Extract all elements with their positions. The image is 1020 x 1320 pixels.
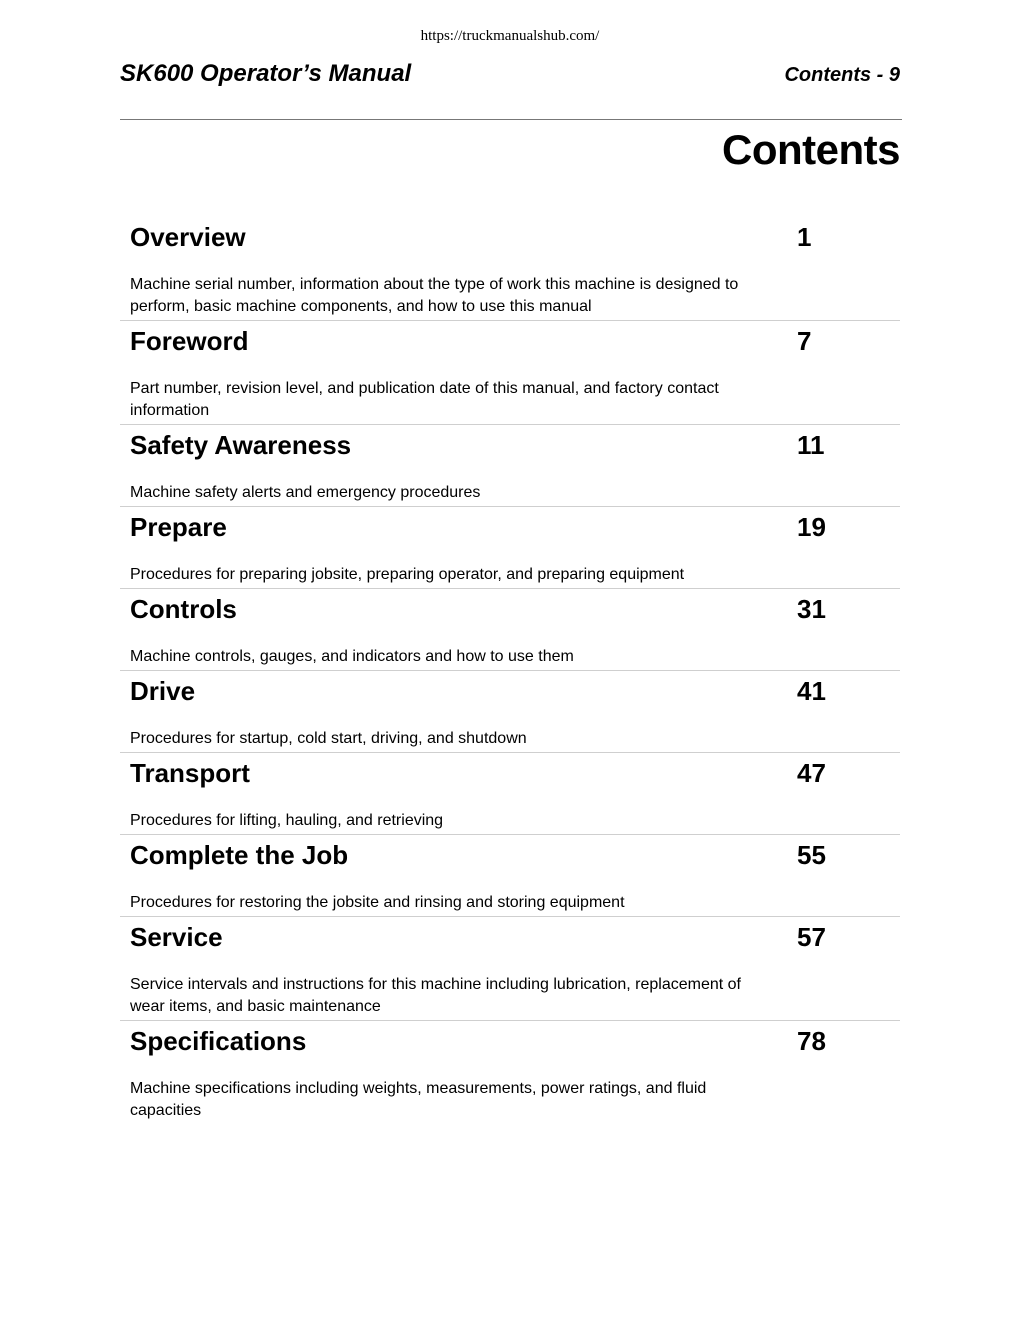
toc-entry-foreword[interactable] (120, 321, 900, 425)
toc-entry-complete-the-job[interactable] (120, 835, 900, 917)
page-reference: Contents - 9 (784, 64, 900, 86)
toc-entry-description: Procedures for startup, cold start, driving, and shutdown (130, 730, 527, 747)
toc-entry-transport[interactable] (120, 753, 900, 835)
toc-entry-page-number: 31 (797, 594, 826, 624)
toc-entry-description: Service intervals and instructions for this machine including lubrication, replacement of wear items, and basic maintenance (130, 976, 741, 1015)
toc-entry-page-number: 19 (797, 512, 826, 542)
toc-entry-title: Drive (130, 676, 196, 706)
toc-entry-title: Prepare (130, 512, 227, 542)
toc-entry-description: Machine serial number, information about the type of work this machine is designed to perform, basic machine components, and how to use this manual (130, 276, 739, 315)
toc-entry-title: Overview (130, 222, 246, 252)
toc-entry-description: Procedures for lifting, hauling, and retrieving (130, 812, 444, 829)
toc-entry-title: Service (130, 922, 223, 952)
toc-entry-heading (130, 922, 900, 962)
toc-entry-page-number: 55 (797, 840, 826, 870)
toc-entry-controls[interactable] (120, 589, 900, 671)
toc-entry-heading (130, 222, 900, 262)
toc-entry-title: Complete the Job (130, 840, 349, 870)
toc-entry-page-number: 7 (797, 326, 812, 356)
toc-entry-title: Specifications (130, 1026, 307, 1056)
toc-entry-description: Machine specifications including weights, measurements, power ratings, and fluid capacities (130, 1080, 707, 1119)
toc-entry-description: Machine safety alerts and emergency procedures (130, 484, 481, 501)
toc-entry-description: Procedures for preparing jobsite, preparing operator, and preparing equipment (130, 566, 685, 583)
running-header (120, 60, 900, 88)
toc-entry-description: Part number, revision level, and publication date of this manual, and factory contact information (130, 380, 719, 419)
toc-entry-heading (130, 1026, 900, 1066)
toc-entry-heading (130, 430, 900, 470)
document-title: SK600 Operator’s Manual (120, 60, 412, 87)
toc-entry-title: Controls (130, 594, 237, 624)
header-divider (120, 119, 902, 120)
toc-entry-page-number: 47 (797, 758, 826, 788)
toc-entry-description: Procedures for restoring the jobsite and rinsing and storing equipment (130, 894, 625, 911)
source-url[interactable]: https://truckmanualshub.com/ (420, 28, 600, 44)
toc-entry-service[interactable] (120, 917, 900, 1021)
toc-entry-page-number: 57 (797, 922, 826, 952)
toc-entry-heading (130, 512, 900, 552)
toc-entry-title: Foreword (130, 326, 249, 356)
toc-entry-heading (130, 594, 900, 634)
table-of-contents (120, 217, 900, 1125)
toc-entry-heading (130, 326, 900, 366)
toc-entry-page-number: 41 (797, 676, 826, 706)
toc-entry-safety-awareness[interactable] (120, 425, 900, 507)
toc-entry-page-number: 1 (797, 222, 812, 252)
toc-entry-description: Machine controls, gauges, and indicators and how to use them (130, 648, 574, 665)
toc-entry-title: Transport (130, 758, 250, 788)
toc-entry-title: Safety Awareness (130, 430, 352, 460)
page-title: Contents (722, 126, 900, 173)
toc-entry-drive[interactable] (120, 671, 900, 753)
toc-entry-prepare[interactable] (120, 507, 900, 589)
toc-entry-heading (130, 676, 900, 716)
toc-entry-page-number: 11 (797, 430, 825, 460)
toc-entry-specifications[interactable] (120, 1021, 900, 1125)
toc-entry-overview[interactable] (120, 217, 900, 321)
toc-entry-heading (130, 840, 900, 880)
toc-entry-page-number: 78 (797, 1026, 826, 1056)
toc-entry-heading (130, 758, 900, 798)
